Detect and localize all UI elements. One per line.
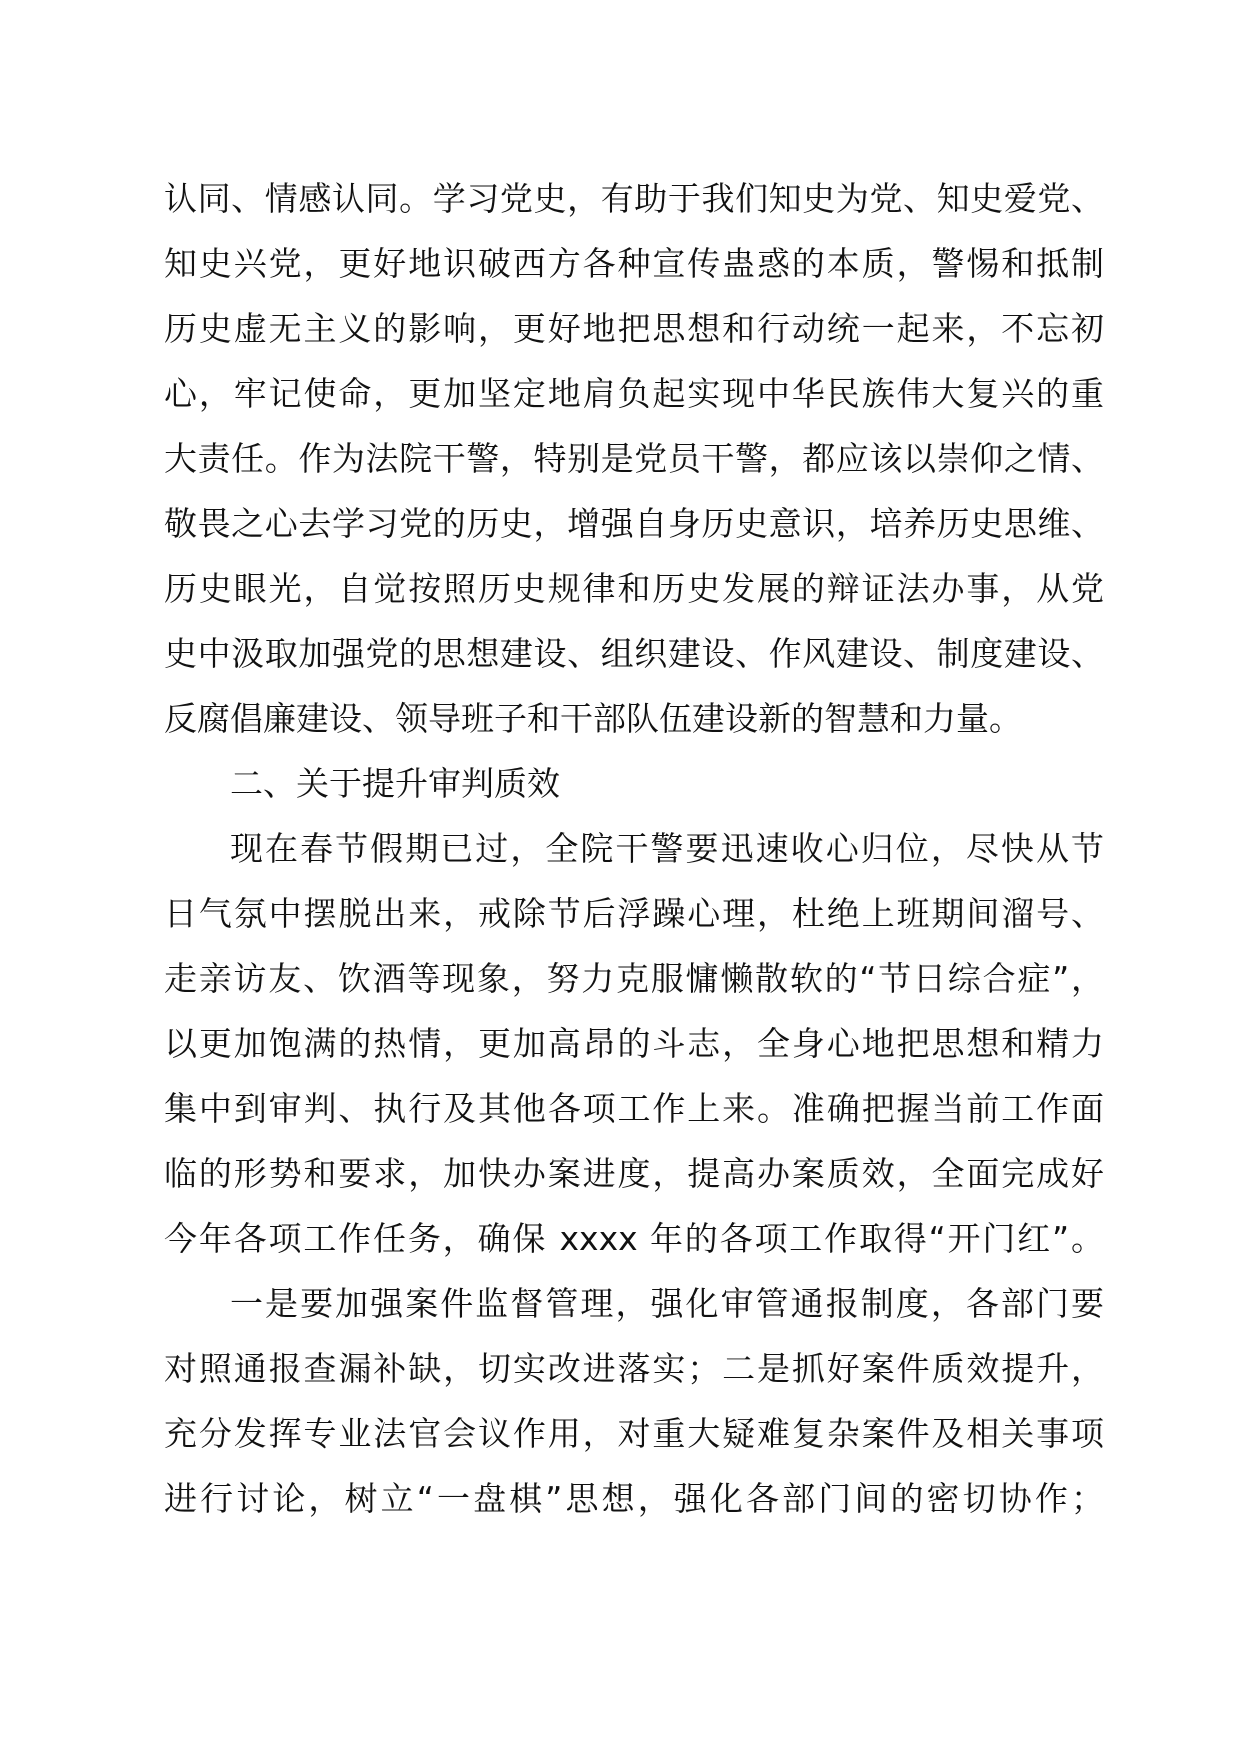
text-line: 集中到审判、执行及其他各项工作上来。准确把握当前工作面 bbox=[164, 1089, 1104, 1128]
text-line: 认同、情感认同。学习党史，有助于我们知史为党、知史爱党、 bbox=[164, 179, 1104, 218]
text-line: 今年各项工作任务，确保 xxxx 年的各项工作取得“开门红”。 bbox=[164, 1219, 1104, 1258]
text-line: 二、关于提升审判质效 bbox=[230, 764, 560, 803]
text-line: 临的形势和要求，加快办案进度，提高办案质效，全面完成好 bbox=[164, 1154, 1104, 1193]
text-line: 日气氛中摆脱出来，戒除节后浮躁心理，杜绝上班期间溜号、 bbox=[164, 894, 1104, 933]
text-line: 现在春节假期已过，全院干警要迅速收心归位，尽快从节 bbox=[230, 829, 1104, 868]
text-line: 反腐倡廉建设、领导班子和干部队伍建设新的智慧和力量。 bbox=[164, 699, 1022, 738]
text-line: 一是要加强案件监督管理，强化审管通报制度，各部门要 bbox=[230, 1284, 1104, 1323]
text-line: 以更加饱满的热情，更加高昂的斗志，全身心地把思想和精力 bbox=[164, 1024, 1104, 1063]
text-line: 知史兴党，更好地识破西方各种宣传蛊惑的本质，警惕和抵制 bbox=[164, 244, 1104, 283]
text-line: 进行讨论，树立“一盘棋”思想，强化各部门间的密切协作； bbox=[164, 1479, 1104, 1518]
text-line: 走亲访友、饮酒等现象，努力克服慵懒散软的“节日综合症”， bbox=[164, 959, 1104, 998]
text-line: 历史眼光，自觉按照历史规律和历史发展的辩证法办事，从党 bbox=[164, 569, 1104, 608]
text-line: 历史虚无主义的影响，更好地把思想和行动统一起来，不忘初 bbox=[164, 309, 1104, 348]
document-body bbox=[164, 166, 1104, 1531]
text-line: 敬畏之心去学习党的历史，增强自身历史意识，培养历史思维、 bbox=[164, 504, 1104, 543]
text-line: 对照通报查漏补缺，切实改进落实；二是抓好案件质效提升， bbox=[164, 1349, 1104, 1388]
text-line: 史中汲取加强党的思想建设、组织建设、作风建设、制度建设、 bbox=[164, 634, 1104, 673]
text-line: 大责任。作为法院干警，特别是党员干警，都应该以崇仰之情、 bbox=[164, 439, 1104, 478]
text-line: 心，牢记使命，更加坚定地肩负起实现中华民族伟大复兴的重 bbox=[164, 374, 1104, 413]
text-line: 充分发挥专业法官会议作用，对重大疑难复杂案件及相关事项 bbox=[164, 1414, 1104, 1453]
